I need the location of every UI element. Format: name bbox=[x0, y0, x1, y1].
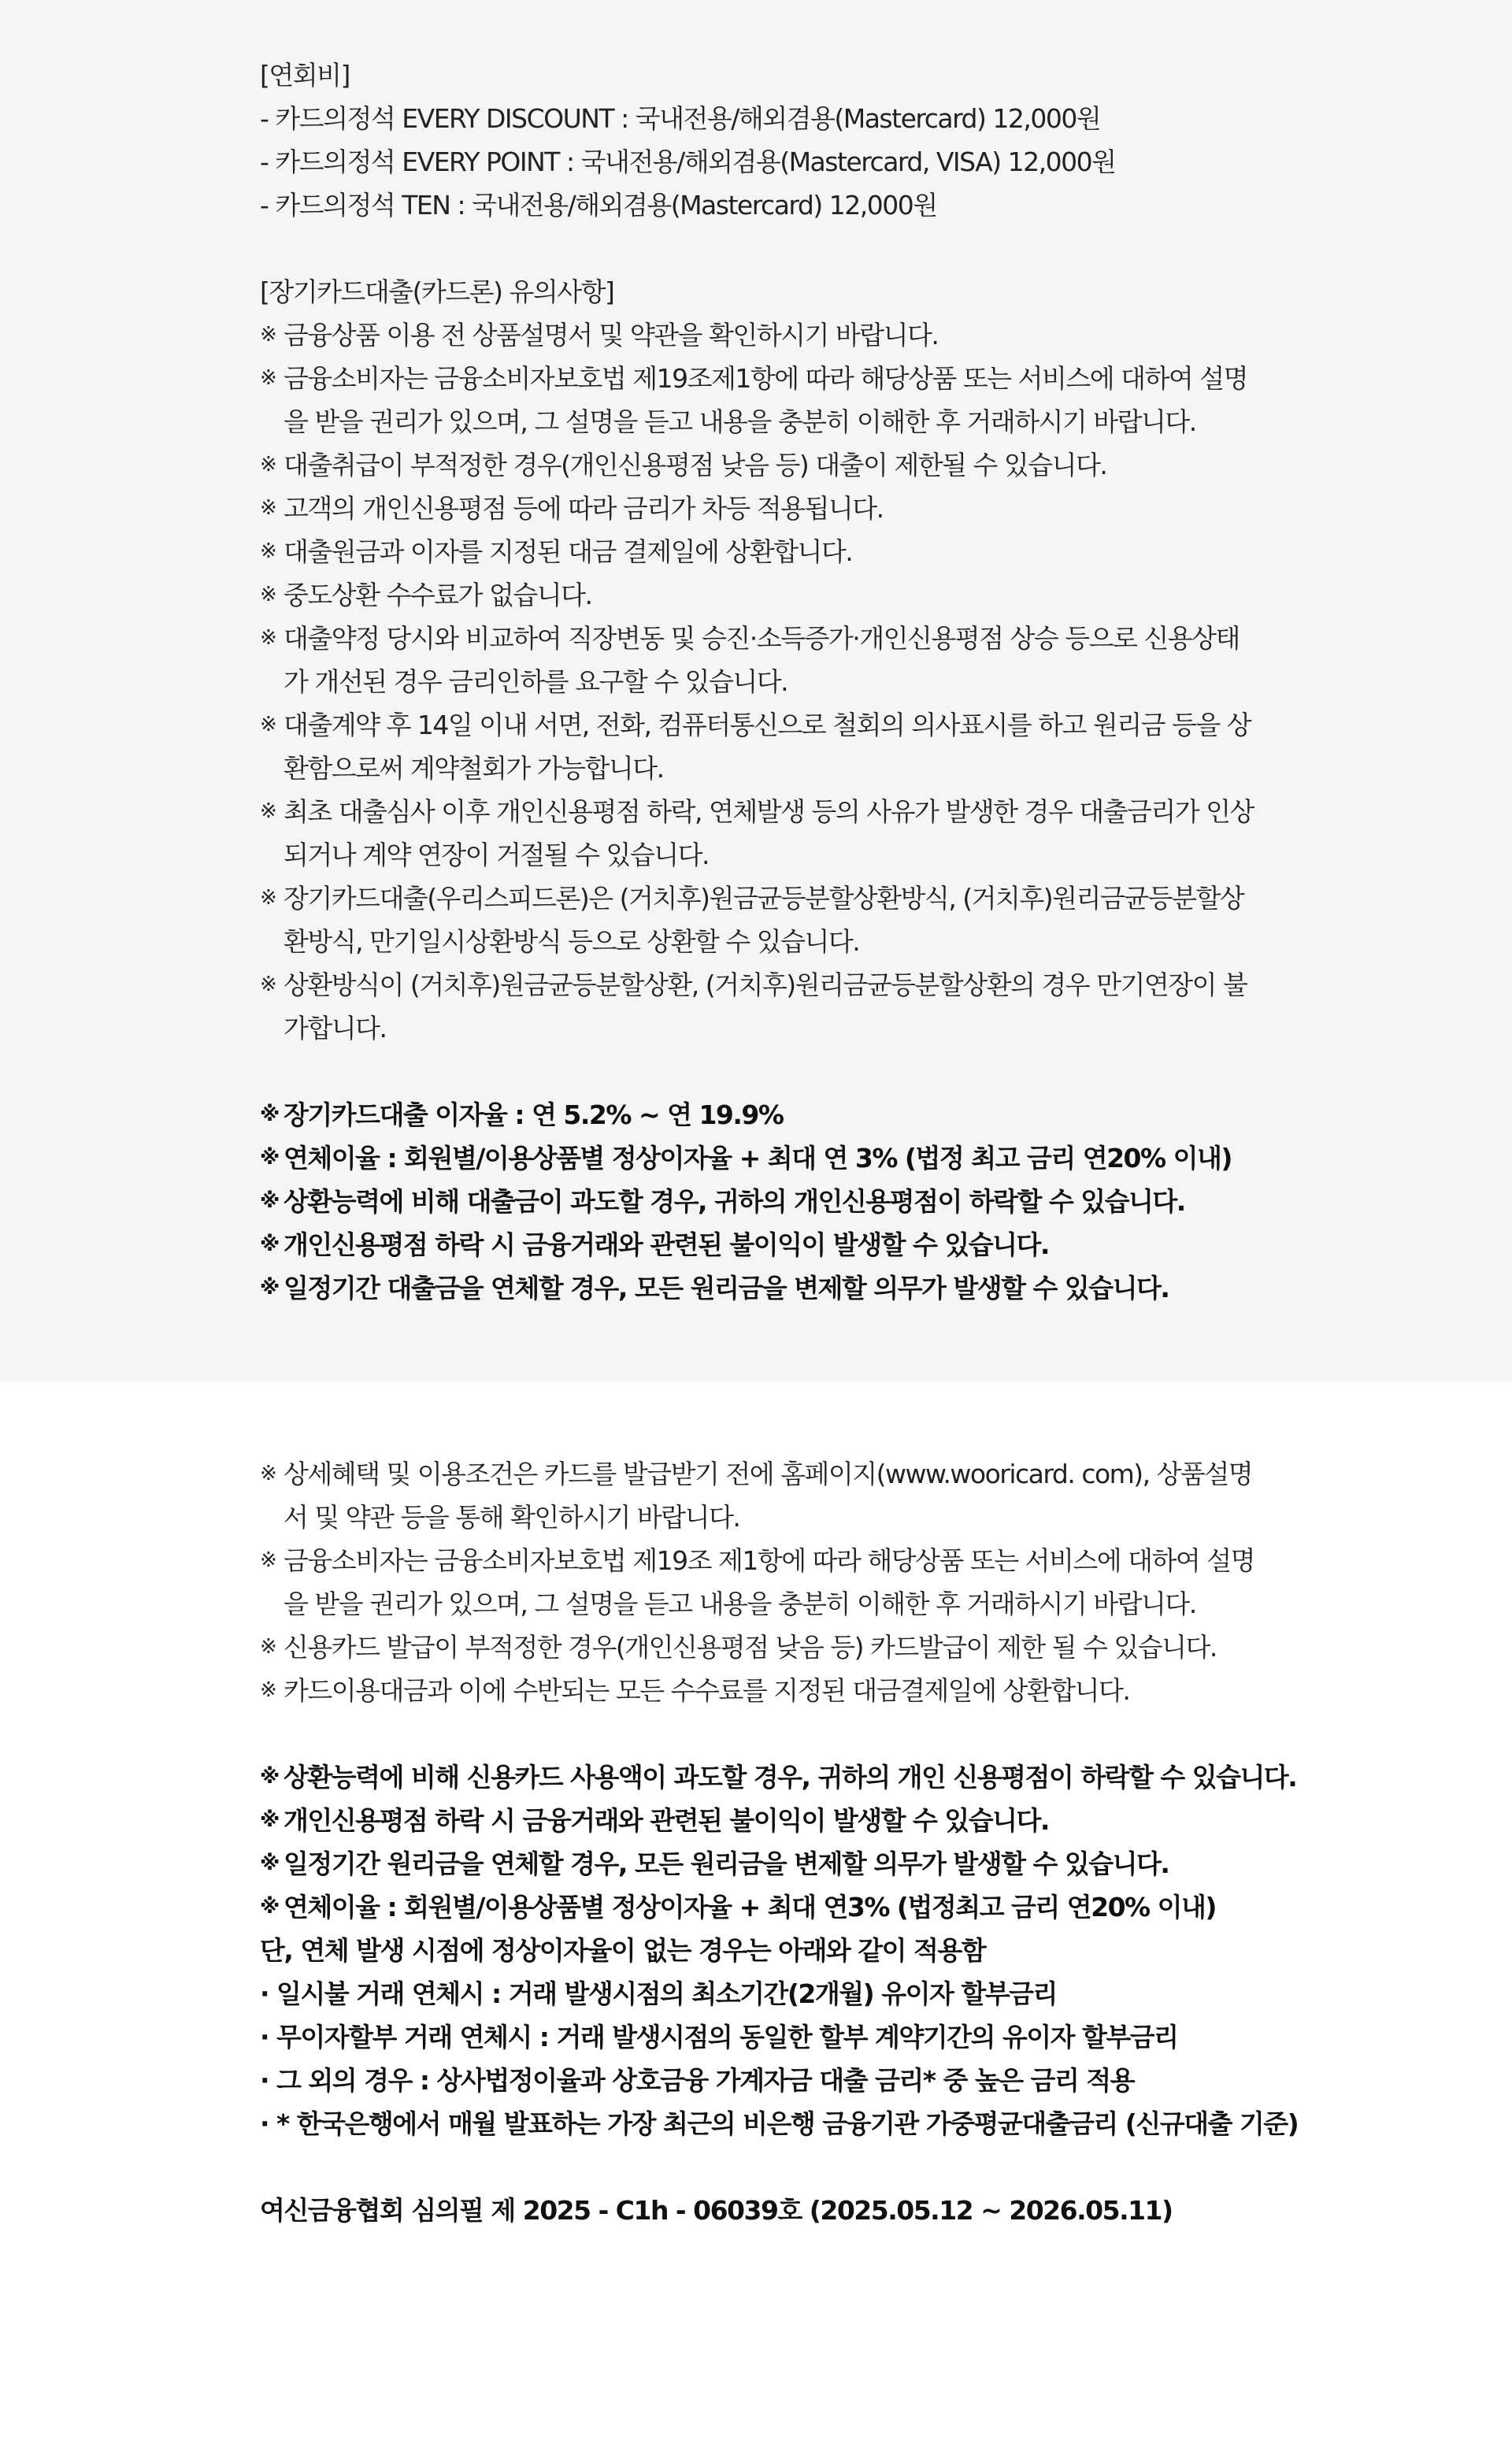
loan-note: ※ 최초 대출심사 이후 개인신용평점 하락, 연체발생 등의 사유가 발생한 경우 대출금리가 인상 되거나 계약 연장이 거절될 수 있습니다. bbox=[260, 790, 1331, 877]
loan-note: ※ 고객의 개인신용평점 등에 따라 금리가 차등 적용됩니다. bbox=[260, 487, 1331, 530]
loan-note: ※ 상환방식이 (거치후)원금균등분할상환, (거치후)원리금균등분할상환의 경우 만기연장이 불 가합니다. bbox=[260, 963, 1331, 1050]
overdue-rule-line: · 무이자할부 거래 연체시 : 거래 발생시점의 동일한 할부 계약기간의 유이자 할부금리 bbox=[260, 2022, 1178, 2052]
reference-mark-icon: ※ bbox=[260, 1276, 279, 1300]
reference-mark-icon: ※ bbox=[260, 323, 276, 347]
annual-fee-item: - 카드의정석 EVERY POINT : 국내전용/해외겸용(Mastercard, VISA) 12,000원 bbox=[260, 146, 1116, 177]
reference-mark-icon: ※ bbox=[260, 1808, 279, 1832]
loan-note: ※ 대출취급이 부적정한 경우(개인신용평점 낮음 등) 대출이 제한될 수 있습니다. bbox=[260, 443, 1331, 487]
card-warning: ※ 연체이율 : 회원별/이용상품별 정상이자율 + 최대 연3% (법정최고 금리 연20% 이내) bbox=[260, 1885, 1331, 1929]
card-warning: ※ 상환능력에 비해 신용카드 사용액이 과도할 경우, 귀하의 개인 신용평점이 하락할 수 있습니다. bbox=[260, 1756, 1331, 1799]
loan-note: ※ 대출계약 후 14일 이내 서면, 전화, 컴퓨터통신으로 철회의 의사표시를 하고 원리금 등을 상 환함으로써 계약철회가 가능합니다. bbox=[260, 703, 1331, 790]
loan-note: ※ 대출원금과 이자를 지정된 대금 결제일에 상환합니다. bbox=[260, 530, 1331, 573]
card-note: ※ 카드이용대금과 이에 수반되는 모든 수수료를 지정된 대금결제일에 상환합니다. bbox=[260, 1669, 1331, 1712]
annual-fee-item: - 카드의정석 EVERY DISCOUNT : 국내전용/해외겸용(Mastercard) 12,000원 bbox=[260, 103, 1101, 134]
card-notice-block bbox=[260, 1452, 1331, 2232]
loan-warning: ※ 장기카드대출 이자율 : 연 5.2% ~ 연 19.9% bbox=[260, 1093, 1331, 1136]
reference-mark-icon: ※ bbox=[260, 1462, 276, 1485]
approval-number: 여신금융협회 심의필 제 2025 - C1h - 06039호 (2025.05.12 ~ 2026.05.11) bbox=[260, 2195, 1173, 2226]
reference-mark-icon: ※ bbox=[260, 539, 276, 563]
annual-fee-title: [연회비] bbox=[260, 60, 350, 91]
card-note: ※ 상세혜택 및 이용조건은 카드를 발급받기 전에 홈페이지(www.wooricard. com), 상품설명 서 및 약관 등을 통해 확인하시기 바랍니다. bbox=[260, 1452, 1331, 1539]
reference-mark-icon: ※ bbox=[260, 1103, 279, 1126]
annual-fee-block bbox=[260, 54, 1331, 1310]
loan-note: ※ 대출약정 당시와 비교하여 직장변동 및 승진·소득증가·개인신용평점 상승 등으로 신용상태 가 개선된 경우 금리인하를 요구할 수 있습니다. bbox=[260, 617, 1331, 703]
reference-mark-icon: ※ bbox=[260, 1548, 276, 1572]
reference-mark-icon: ※ bbox=[260, 713, 276, 736]
overdue-rule-line: · 그 외의 경우 : 상사법정이율과 상호금융 가계자금 대출 금리* 중 높은 금리 적용 bbox=[260, 2065, 1135, 2096]
reference-mark-icon: ※ bbox=[260, 1146, 279, 1170]
overdue-rule-line: · * 한국은행에서 매월 발표하는 가장 최근의 비은행 금융기관 가중평균대출금리 (신규대출 기준) bbox=[260, 2108, 1299, 2139]
reference-mark-icon: ※ bbox=[260, 1635, 276, 1659]
reference-mark-icon: ※ bbox=[260, 1895, 279, 1919]
loan-note: ※ 금융상품 이용 전 상품설명서 및 약관을 확인하시기 바랍니다. bbox=[260, 313, 1331, 357]
reference-mark-icon: ※ bbox=[260, 1189, 279, 1213]
reference-mark-icon: ※ bbox=[260, 1852, 279, 1875]
card-warning: ※ 개인신용평점 하락 시 금융거래와 관련된 불이익이 발생할 수 있습니다. bbox=[260, 1799, 1331, 1842]
loan-notice-title: [장기카드대출(카드론) 유의사항] bbox=[260, 276, 614, 307]
reference-mark-icon: ※ bbox=[260, 1233, 279, 1256]
loan-warning: ※ 상환능력에 비해 대출금이 과도할 경우, 귀하의 개인신용평점이 하락할 수 있습니다. bbox=[260, 1180, 1331, 1223]
reference-mark-icon: ※ bbox=[260, 1678, 276, 1702]
reference-mark-icon: ※ bbox=[260, 973, 276, 996]
reference-mark-icon: ※ bbox=[260, 453, 276, 476]
reference-mark-icon: ※ bbox=[260, 799, 276, 823]
card-note: ※ 금융소비자는 금융소비자보호법 제19조 제1항에 따라 해당상품 또는 서비스에 대하여 설명 을 받을 권리가 있으며, 그 설명을 듣고 내용을 충분히 이해한 후 거래하시기 바랍니다. bbox=[260, 1539, 1331, 1626]
loan-warning: ※ 개인신용평점 하락 시 금융거래와 관련된 불이익이 발생할 수 있습니다. bbox=[260, 1223, 1331, 1266]
loan-warning: ※ 일정기간 대출금을 연체할 경우, 모든 원리금을 변제할 의무가 발생할 수 있습니다. bbox=[260, 1266, 1331, 1310]
reference-mark-icon: ※ bbox=[260, 1765, 279, 1789]
loan-warning: ※ 연체이율 : 회원별/이용상품별 정상이자율 + 최대 연 3% (법정 최고 금리 연20% 이내) bbox=[260, 1136, 1331, 1180]
card-note: ※ 신용카드 발급이 부적정한 경우(개인신용평점 낮음 등) 카드발급이 제한 될 수 있습니다. bbox=[260, 1626, 1331, 1669]
overdue-rule-line: · 일시불 거래 연체시 : 거래 발생시점의 최소기간(2개월) 유이자 할부금리 bbox=[260, 1978, 1057, 2009]
loan-note: ※ 금융소비자는 금융소비자보호법 제19조제1항에 따라 해당상품 또는 서비스에 대하여 설명 을 받을 권리가 있으며, 그 설명을 듣고 내용을 충분히 이해한 후 거래하시기 바랍니다. bbox=[260, 357, 1331, 443]
reference-mark-icon: ※ bbox=[260, 626, 276, 650]
card-notice-section bbox=[0, 1381, 1512, 2462]
reference-mark-icon: ※ bbox=[260, 583, 276, 606]
reference-mark-icon: ※ bbox=[260, 366, 276, 390]
reference-mark-icon: ※ bbox=[260, 496, 276, 520]
annual-fee-item: - 카드의정석 TEN : 국내전용/해외겸용(Mastercard) 12,000원 bbox=[260, 190, 937, 221]
loan-note: ※ 장기카드대출(우리스피드론)은 (거치후)원금균등분할상환방식, (거치후)원리금균등분할상 환방식, 만기일시상환방식 등으로 상환할 수 있습니다. bbox=[260, 877, 1331, 963]
reference-mark-icon: ※ bbox=[260, 886, 276, 910]
overdue-rule-line: 단, 연체 발생 시점에 정상이자율이 없는 경우는 아래와 같이 적용함 bbox=[260, 1935, 986, 1966]
loan-note: ※ 중도상환 수수료가 없습니다. bbox=[260, 573, 1331, 617]
card-warning: ※ 일정기간 원리금을 연체할 경우, 모든 원리금을 변제할 의무가 발생할 수 있습니다. bbox=[260, 1842, 1331, 1885]
